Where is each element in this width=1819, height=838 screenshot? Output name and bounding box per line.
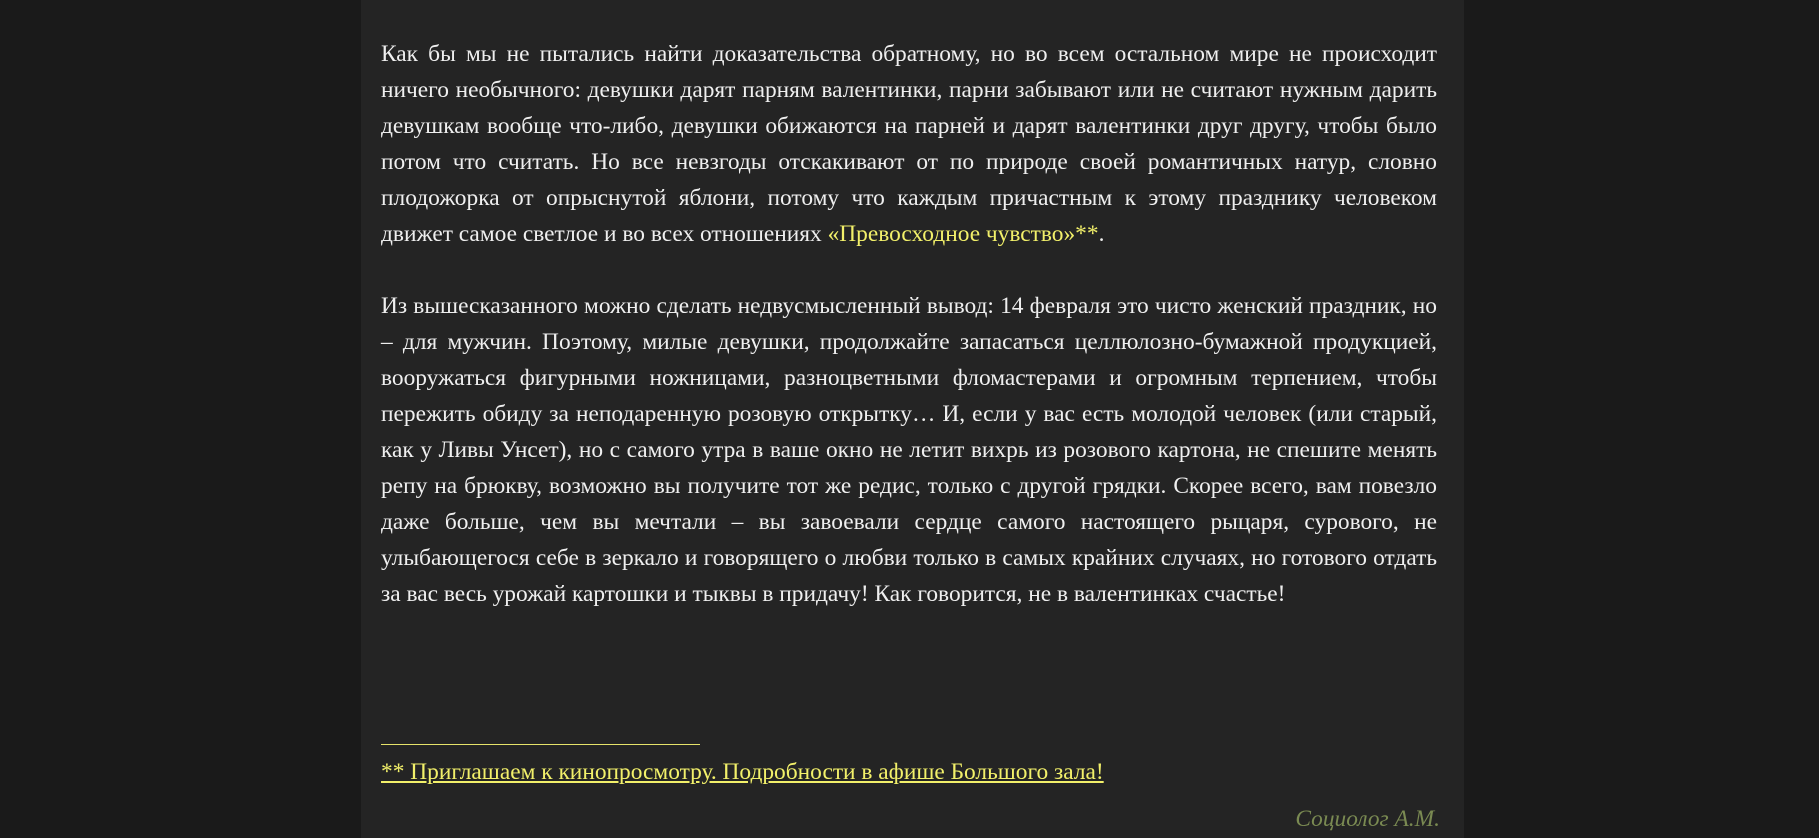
article-page <box>361 0 1464 838</box>
paragraph-1-tail: . <box>1098 221 1105 247</box>
paragraph-1 <box>381 36 1437 252</box>
article-body <box>381 36 1437 612</box>
footnote-divider <box>381 744 700 745</box>
paragraph-2: Из вышесказанного можно сделать недвусмысленный вывод: 14 февраля это чисто женский праздник, но – для мужчин. Поэтому, милые девушки, продолжайте запасаться целлюлозно-бумажной продукцией, вооружаться фигурными ножницами, разноцветными фломастерами и огромным терпением, чтобы пережить обиду за неподаренную розовую открытку… И, если у вас есть молодой человек (или старый, как у Ливы Унсет), но с самого утра в ваше окно не летит вихрь из розового картона, не спешите менять репу на брюкву, возможно вы получите тот же редис, только с другой грядки. Скорее всего, вам повезло даже больше, чем вы мечтали – вы завоевали сердце самого настоящего рыцаря, сурового, не улыбающегося себе в зеркало и говорящего о любви только в самых крайних случаях, но готового отдать за вас весь урожай картошки и тыквы в придачу! Как говорится, не в валентинках счастье! <box>381 293 1437 607</box>
paragraph-1-text: Как бы мы не пытались найти доказательства обратному, но во всем остальном мире не происходит ничего необычного: девушки дарят парням валентинки, парни забывают или не считают нужным дарить девушкам вообще что-либо, девушки обижаются на парней и дарят валентинки друг другу, чтобы было потом что считать. Но все невзгоды отскакивают от по природе своей романтичных натур, словно плодожорка от опрыснутой яблони, потому что каждым причастным к этому празднику человеком движет самое светлое и во всех отношениях <box>381 41 1437 247</box>
highlighted-phrase: «Превосходное чувство»** <box>827 221 1099 247</box>
footnote-link[interactable]: ** Приглашаем к кинопросмотру. Подробности в афише Большого зала! <box>381 759 1104 785</box>
author-signature: Социолог А.М. <box>1295 806 1440 832</box>
